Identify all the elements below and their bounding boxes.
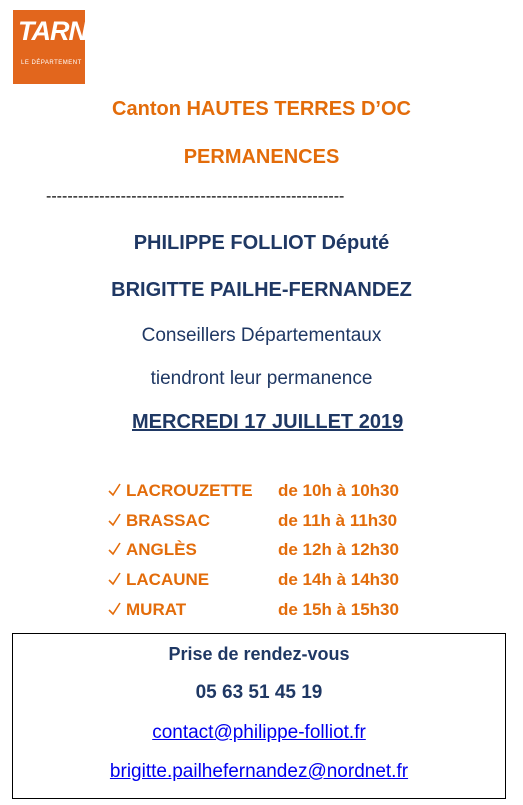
schedule-town: BRASSAC xyxy=(126,511,211,530)
checkmark-icon xyxy=(108,600,122,618)
schedule-hours: de 10h à 10h30 xyxy=(278,481,399,500)
schedule-town: MURAT xyxy=(126,600,187,619)
logo-subtitle: LE DÉPARTEMENT xyxy=(21,60,82,66)
schedule-hours: de 15h à 15h30 xyxy=(278,600,399,619)
contact-box xyxy=(12,633,506,799)
role-text: Conseillers Départementaux xyxy=(141,325,382,346)
separator-line: -------------------------------------------------------- xyxy=(46,188,345,205)
schedule-town: ANGLÈS xyxy=(126,540,197,559)
schedule-town: LACROUZETTE xyxy=(126,481,253,500)
contact-heading: Prise de rendez-vous xyxy=(168,644,350,664)
tarn-logo xyxy=(13,10,85,84)
event-date: MERCREDI 17 JUILLET 2019 xyxy=(132,411,404,433)
contact-phone[interactable]: 05 63 51 45 19 xyxy=(195,682,323,703)
canton-title: Canton HAUTES TERRES D’OC xyxy=(112,98,411,120)
schedule-hours: de 12h à 12h30 xyxy=(278,540,399,559)
page-title: PERMANENCES xyxy=(183,146,340,168)
logo-word: TARN xyxy=(18,16,87,46)
checkmark-icon xyxy=(108,570,122,588)
schedule-hours: de 14h à 14h30 xyxy=(278,570,399,589)
schedule-hours: de 11h à 11h30 xyxy=(278,511,398,530)
checkmark-icon xyxy=(108,540,122,558)
contact-email-link-2[interactable]: brigitte.pailhefernandez@nordnet.fr xyxy=(109,761,409,782)
contact-email-link[interactable]: contact@philippe-folliot.fr xyxy=(152,722,366,743)
action-text: tiendront leur permanence xyxy=(150,368,373,389)
councillor-name: BRIGITTE PAILHE-FERNANDEZ xyxy=(111,279,412,301)
deputy-name: PHILIPPE FOLLIOT Député xyxy=(133,232,390,254)
schedule-town: LACAUNE xyxy=(126,570,210,589)
checkmark-icon xyxy=(108,481,122,499)
checkmark-icon xyxy=(108,511,122,529)
